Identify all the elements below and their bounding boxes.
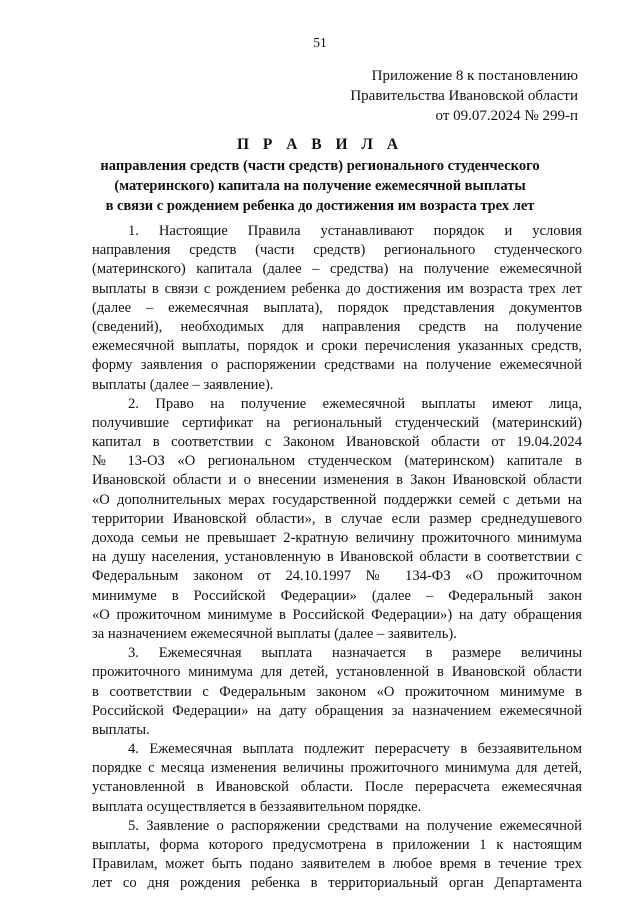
paragraph-line: (сведений), необходимых для направления средств на получение [92, 318, 582, 335]
appendix-line: Приложение 8 к постановлению [371, 68, 578, 84]
paragraph-1 [92, 222, 582, 395]
paragraph-line: порядке с месяца изменения величины прожиточного минимума для детей, [92, 760, 582, 777]
paragraph-line: выплаты, форма которого предусмотрена в приложении 1 к настоящим [92, 837, 582, 853]
page-number: 51 [313, 35, 327, 50]
appendix-reference [350, 66, 578, 126]
paragraph-line: 5. Заявление о распоряжении средствами на получение ежемесячной [128, 817, 582, 834]
paragraph-line: Ивановской области и о внесении изменения в Закон Ивановской области [92, 472, 582, 489]
paragraph-line: получившие сертификат на региональный студенческий (материнский) [92, 414, 582, 431]
paragraph-line: (материнского) капитала (далее – средства) на получение ежемесячной [92, 261, 582, 278]
paragraph-line: за назначением ежемесячной выплаты (далее – заявитель). [92, 625, 457, 642]
paragraph-line: 3. Ежемесячная выплата назначается в размере величины [128, 645, 582, 662]
paragraph-line: № 13-ОЗ «О региональном студенческом (материнском) капитале в [92, 453, 582, 470]
paragraph-line: выплата осуществляется в беззаявительном порядке. [92, 798, 422, 815]
subtitle-line: направления средств (части средств) регионального студенческого [100, 158, 540, 174]
paragraph-line: лет со дня рождения ребенка в территориальный орган Департамента [92, 875, 582, 892]
subtitle-line: в связи с рождением ребенка до достижения им возраста трех лет [105, 198, 535, 214]
paragraph-line: прожиточного минимума для детей, установленной в Ивановской области [92, 664, 582, 681]
paragraph-3 [92, 644, 582, 740]
paragraph-line: (далее – ежемесячная выплата), порядок представления документов [92, 299, 582, 316]
paragraph-line: минимуме в Российской Федерации» (далее – Федеральный закон [92, 587, 582, 604]
paragraph-line: капитал в соответствии с Законом Ивановской области от 19.04.2024 [92, 434, 582, 451]
document-body [92, 222, 582, 894]
paragraph-5 [92, 817, 582, 894]
paragraph-line: «О дополнительных мерах государственной поддержки семей с детьми на [92, 491, 582, 508]
paragraph-line: территории Ивановской области», в случае если размер среднедушевого [92, 510, 582, 527]
paragraph-2 [92, 395, 582, 644]
subtitle-line: (материнского) капитала на получение ежемесячной выплаты [114, 178, 526, 194]
appendix-line: Правительства Ивановской области [350, 88, 578, 104]
paragraph-line: выплаты в связи с рождением ребенка до достижения им возраста трех лет [92, 280, 582, 297]
paragraph-line: направления средств (части средств) регионального студенческого [92, 242, 582, 259]
paragraph-line: в соответствии с Федеральным законом «О прожиточном минимуме в [92, 683, 582, 700]
document-title: П Р А В И Л А [236, 136, 404, 153]
paragraph-line: 2. Право на получение ежемесячной выплаты имеют лица, [128, 395, 582, 412]
paragraph-line: на душу населения, установленную в Ивановской области в соответствии с [92, 549, 582, 566]
paragraph-line: выплаты (далее – заявление). [92, 376, 274, 393]
paragraph-line: Правилам, может быть подано заявителем в любое время в течение трех [92, 856, 582, 873]
paragraph-line: «О прожиточном минимуме в Российской Федерации») на дату обращения [92, 606, 582, 623]
paragraph-line: Российской Федерации» на дату обращения за назначением ежемесячной [92, 702, 582, 719]
paragraph-line: Федеральным законом от 24.10.1997 № 134-ФЗ «О прожиточном [92, 568, 582, 585]
document-subtitle [0, 156, 640, 216]
paragraph-line: установленной в Ивановской области. После перерасчета ежемесячная [92, 779, 582, 796]
paragraph-line: форму заявления о распоряжении средствами на получение ежемесячной [92, 357, 582, 374]
paragraph-line: дохода семьи не превышает 2-кратную величину прожиточного минимума [92, 530, 582, 546]
paragraph-line: ежемесячной выплаты, порядок и сроки перечисления указанных средств, [92, 338, 582, 355]
paragraph-4 [92, 740, 582, 817]
paragraph-line: 1. Настоящие Правила устанавливают порядок и условия [128, 223, 582, 239]
paragraph-line: выплаты. [92, 721, 150, 738]
appendix-line: от 09.07.2024 № 299-п [435, 108, 578, 124]
paragraph-line: 4. Ежемесячная выплата подлежит перерасчету в беззаявительном [128, 741, 582, 758]
